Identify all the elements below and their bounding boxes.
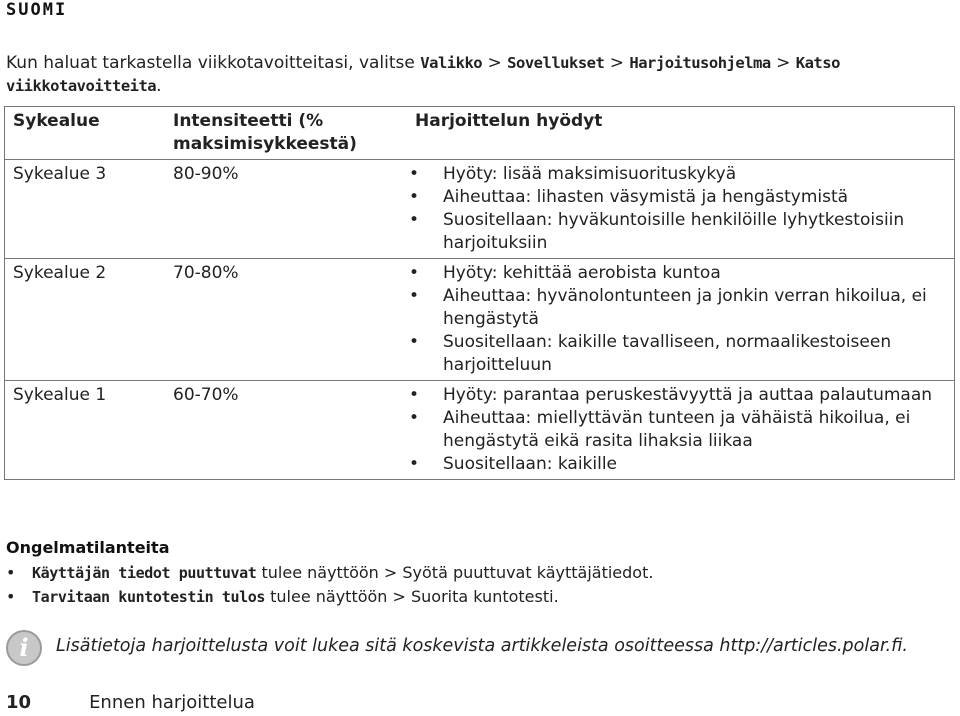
menu-path-valikko: Valikko	[420, 54, 483, 72]
section-title: Ennen harjoittelua	[89, 692, 255, 713]
menu-path-sovellukset: Sovellukset	[507, 54, 605, 72]
info-note	[6, 630, 951, 672]
benefits-cell	[409, 381, 955, 480]
benefit-item: • Aiheuttaa: hyvänolontunteen ja jonkin verran hikoilua, ei hengästytä	[409, 285, 954, 331]
header-zone: Sykealue	[5, 107, 174, 160]
table-header-row	[5, 107, 955, 160]
language-header: SUOMI	[6, 0, 68, 20]
table-row	[5, 160, 955, 259]
benefit-item: • Suositellaan: kaikille tavalliseen, normaalikestoiseen harjoitteluun	[409, 331, 954, 377]
list-item	[6, 585, 653, 609]
table-row	[5, 259, 955, 381]
info-icon: i	[6, 630, 42, 666]
table-row	[5, 381, 955, 480]
benefit-item: • Suositellaan: kaikille	[409, 453, 954, 476]
problems-title: Ongelmatilanteita	[6, 538, 170, 557]
page-footer	[6, 692, 255, 713]
header-intensity: Intensiteetti (% maksimisykkeestä)	[173, 107, 409, 160]
header-benefits: Harjoittelun hyödyt	[409, 107, 955, 160]
intro-text: Kun haluat tarkastella viikkotavoitteitasi, valitse	[6, 53, 421, 73]
message-code: Käyttäjän tiedot puuttuvat	[32, 564, 257, 582]
benefit-item: • Hyöty: lisää maksimisuorituskykyä	[409, 163, 954, 186]
benefit-item: • Aiheuttaa: lihasten väsymistä ja hengästymistä	[409, 186, 954, 209]
benefit-item: • Aiheuttaa: miellyttävän tunteen ja vähäistä hikoilua, ei hengästytä eikä rasita lihaksia liikaa	[409, 407, 954, 453]
message-text: tulee näyttöön > Suorita kuntotesti.	[265, 587, 559, 606]
menu-separator: >	[604, 53, 630, 73]
benefit-item: • Hyöty: parantaa peruskestävyyttä ja auttaa palautumaan	[409, 384, 954, 407]
heart-rate-zone-table	[4, 106, 955, 480]
benefit-item: • Hyöty: kehittää aerobista kuntoa	[409, 262, 954, 285]
info-text: Lisätietoja harjoittelusta voit lukea sitä koskevista artikkeleista osoitteessa http://articles.polar.fi.	[56, 636, 908, 656]
benefits-cell	[409, 160, 955, 259]
zone-cell: Sykealue 1	[5, 381, 174, 480]
zone-cell: Sykealue 2	[5, 259, 174, 381]
menu-path-viikkotavoitteet: Katso viikkotavoitteita	[6, 54, 840, 95]
page-number: 10	[6, 692, 32, 713]
benefit-item: • Suositellaan: hyväkuntoisille henkilöille lyhytkestoisiin harjoituksiin	[409, 209, 954, 255]
problems-list	[6, 561, 653, 609]
intensity-cell: 80-90%	[173, 160, 409, 259]
menu-path-harjoitusohjelma: Harjoitusohjelma	[629, 54, 771, 72]
menu-separator: >	[770, 53, 796, 73]
intensity-cell: 70-80%	[173, 259, 409, 381]
intensity-cell: 60-70%	[173, 381, 409, 480]
intro-paragraph	[6, 52, 941, 98]
message-text: tulee näyttöön > Syötä puuttuvat käyttäjätiedot.	[256, 563, 654, 582]
list-item	[6, 561, 653, 585]
message-code: Tarvitaan kuntotestin tulos	[32, 588, 266, 606]
menu-separator: >	[482, 53, 508, 73]
intro-end: .	[156, 76, 162, 96]
benefits-cell	[409, 259, 955, 381]
zone-cell: Sykealue 3	[5, 160, 174, 259]
